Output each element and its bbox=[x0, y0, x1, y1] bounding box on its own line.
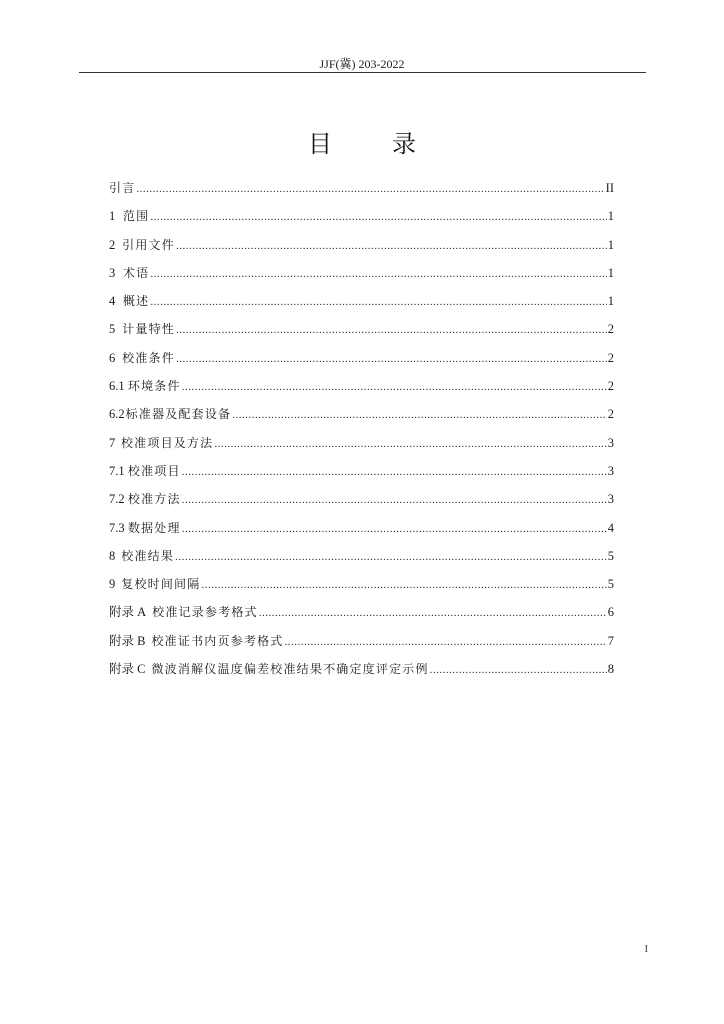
toc-entry-number: 6.1 bbox=[109, 379, 125, 394]
toc-entry[interactable] bbox=[109, 655, 614, 683]
toc-entry-page: 8 bbox=[607, 662, 614, 677]
toc-entry-label: 引言 bbox=[109, 181, 136, 195]
toc-entry-label: 标准器及配套设备 bbox=[125, 407, 232, 422]
toc-entry-number: 7.3 bbox=[109, 520, 125, 535]
toc-entry[interactable] bbox=[109, 570, 614, 598]
toc-entry-number: 1 bbox=[109, 209, 116, 224]
toc-entry-label: 校准记录参考格式 bbox=[152, 605, 258, 620]
dot-leader bbox=[259, 599, 607, 627]
toc-entry-page: 3 bbox=[607, 435, 614, 450]
toc-entry-label: 环境条件 bbox=[127, 379, 181, 394]
toc-entry-label: 校准项目及方法 bbox=[120, 435, 214, 450]
toc-entry[interactable] bbox=[109, 344, 614, 372]
dot-leader bbox=[136, 175, 604, 203]
toc-entry-page: 1 bbox=[607, 209, 614, 224]
dot-leader bbox=[430, 656, 607, 684]
toc-entry-number: 9 bbox=[109, 577, 116, 592]
dot-leader bbox=[214, 430, 606, 458]
toc-entry-number: 附录 A bbox=[109, 605, 147, 620]
toc-entry-page: 5 bbox=[607, 577, 614, 592]
toc-entry-label: 校准项目 bbox=[127, 463, 181, 478]
toc-entry-label: 计量特性 bbox=[122, 322, 175, 337]
dot-leader bbox=[176, 316, 607, 344]
toc-entry-label: 术语 bbox=[122, 265, 150, 280]
toc-entry[interactable] bbox=[109, 429, 614, 457]
toc-entry-page: II bbox=[605, 181, 614, 195]
toc-entry-number: 3 bbox=[109, 265, 116, 280]
toc-entry[interactable] bbox=[109, 457, 614, 485]
toc-entry-label: 复校时间间隔 bbox=[121, 577, 201, 592]
toc-entry-page: 3 bbox=[607, 463, 614, 478]
dot-leader bbox=[232, 401, 606, 429]
toc-entry-label: 校准方法 bbox=[127, 492, 181, 507]
toc-entry[interactable] bbox=[109, 598, 614, 626]
toc-entry-label: 概述 bbox=[122, 294, 150, 309]
dot-leader bbox=[176, 232, 607, 260]
toc-entry-number: 6 bbox=[109, 350, 116, 365]
toc-title: 目录 bbox=[308, 130, 476, 158]
toc-entry-page: 3 bbox=[607, 492, 614, 507]
table-of-contents bbox=[109, 174, 614, 683]
toc-entry-label: 校准结果 bbox=[121, 548, 175, 563]
toc-entry-label: 校准证书内页参考格式 bbox=[151, 633, 284, 648]
toc-entry-label: 引用文件 bbox=[122, 237, 175, 252]
toc-entry-page: 1 bbox=[607, 294, 614, 309]
toc-entry-page: 1 bbox=[607, 237, 614, 252]
toc-entry[interactable] bbox=[109, 372, 614, 400]
dot-leader bbox=[176, 345, 607, 373]
toc-entry-page: 2 bbox=[607, 350, 614, 365]
dot-leader bbox=[150, 203, 606, 231]
toc-entry-label: 数据处理 bbox=[127, 520, 181, 535]
toc-entry[interactable] bbox=[109, 485, 614, 513]
toc-entry-number: 8 bbox=[109, 548, 116, 563]
toc-entry-number: 7.1 bbox=[109, 463, 125, 478]
toc-entry-number: 2 bbox=[109, 237, 116, 252]
toc-entry-number: 附录 B bbox=[109, 633, 146, 648]
dot-leader bbox=[201, 571, 606, 599]
toc-entry-number: 5 bbox=[109, 322, 116, 337]
dot-leader bbox=[284, 628, 606, 656]
dot-leader bbox=[182, 486, 607, 514]
dot-leader bbox=[182, 515, 607, 543]
toc-entry-page: 7 bbox=[607, 633, 614, 648]
toc-entry-label: 校准条件 bbox=[122, 350, 175, 365]
dot-leader bbox=[182, 458, 607, 486]
standard-code-header: JJF(冀) 203-2022 bbox=[319, 57, 405, 71]
toc-entry[interactable] bbox=[109, 542, 614, 570]
dot-leader bbox=[182, 373, 607, 401]
toc-entry-page: 5 bbox=[607, 548, 614, 563]
toc-entry-number: 4 bbox=[109, 294, 116, 309]
toc-entry-page: 4 bbox=[607, 520, 614, 535]
toc-entry-page: 6 bbox=[607, 605, 614, 620]
dot-leader bbox=[175, 543, 607, 571]
toc-entry[interactable] bbox=[109, 202, 614, 230]
toc-entry-page: 2 bbox=[607, 407, 614, 422]
toc-entry-number: 附录 C bbox=[109, 662, 146, 677]
page-number: I bbox=[644, 944, 648, 955]
toc-entry[interactable] bbox=[109, 287, 614, 315]
toc-entry[interactable] bbox=[109, 231, 614, 259]
toc-entry[interactable] bbox=[109, 315, 614, 343]
toc-entry-label: 范围 bbox=[122, 209, 150, 224]
toc-entry-number: 6.2 bbox=[109, 407, 125, 422]
toc-entry-number: 7.2 bbox=[109, 492, 125, 507]
toc-entry-page: 2 bbox=[607, 379, 614, 394]
toc-entry[interactable] bbox=[109, 400, 614, 428]
toc-entry-label: 微波消解仪温度偏差校准结果不确定度评定示例 bbox=[151, 662, 429, 677]
toc-entry[interactable] bbox=[109, 627, 614, 655]
header-rule bbox=[79, 72, 646, 73]
dot-leader bbox=[150, 288, 606, 316]
toc-entry[interactable] bbox=[109, 514, 614, 542]
toc-entry-page: 1 bbox=[607, 265, 614, 280]
toc-entry[interactable] bbox=[109, 259, 614, 287]
dot-leader bbox=[150, 260, 606, 288]
toc-entry-number: 7 bbox=[109, 435, 116, 450]
toc-entry[interactable] bbox=[109, 174, 614, 202]
toc-entry-page: 2 bbox=[607, 322, 614, 337]
